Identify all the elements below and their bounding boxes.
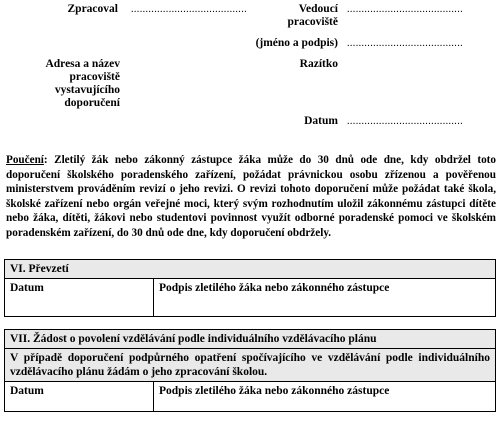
- section-6-datum-label: Datum: [10, 282, 44, 294]
- section-6-podpis-cell[interactable]: [154, 279, 496, 317]
- notice-text: : Zletilý žák nebo zákonný zástupce žáka může do 30 dnů ode dne, kdy obdržel toto doporučení školského poradenského zařízení, požádat právnickou osobu zřízenou a pověřenou ministerstvem prováděním revizí o jeho revizi. O revizi tohoto doporučení může požádat také škola, školské zařízení nebo orgán veřejné moci, který svým rozhodnutím uložil zákonnému zástupci dítěte nebo žáka, dítěti, žákovi nebo studentovi povinnost využít odborné poradenské pomoci ve školském poradenském zařízení, do 30 dnů ode dne, kdy doporučení obdržely.: [6, 154, 496, 239]
- jmeno-podpis-label: (jméno a podpis): [255, 37, 338, 49]
- jmeno-podpis-dots: ........................................: [347, 38, 463, 49]
- datum-label: Datum: [304, 115, 338, 127]
- section-7-datum-label: Datum: [10, 385, 44, 397]
- section-7-header: VII. Žádost o povolení vzdělávání podle individuálního vzdělávacího plánu: [5, 330, 496, 349]
- section-7-request: V případě doporučení podpůrného opatření spočívajícího ve vzdělávání podle individuálního vzdělávacího plánu žádám o jeho zpracování školou.: [5, 349, 496, 382]
- notice-paragraph: [6, 153, 496, 241]
- vedouci-dots: ........................................: [347, 4, 463, 15]
- zpracoval-label: Zpracoval: [67, 3, 118, 15]
- datum-dots: ........................................: [347, 116, 463, 127]
- section-6-header: VI. Převzetí: [5, 260, 496, 279]
- section-7-podpis-label: Podpis zletilého žáka nebo zákonného zástupce: [159, 385, 390, 397]
- section-6-table: [4, 259, 496, 317]
- vedouci-label: Vedoucí pracoviště: [287, 3, 338, 28]
- section-6-datum-cell[interactable]: [5, 279, 154, 317]
- section-7-podpis-cell[interactable]: [154, 382, 496, 412]
- section-6-podpis-label: Podpis zletilého žáka nebo zákonného zástupce: [159, 282, 390, 294]
- zpracoval-dots: ........................................: [131, 4, 247, 15]
- adresa-label: Adresa a název pracoviště vystavujícího doporučení: [45, 58, 120, 109]
- section-7-datum-cell[interactable]: [5, 382, 154, 412]
- notice-title: Poučení: [6, 154, 44, 166]
- razitko-label: Razítko: [299, 58, 338, 70]
- section-7-table: [4, 329, 496, 412]
